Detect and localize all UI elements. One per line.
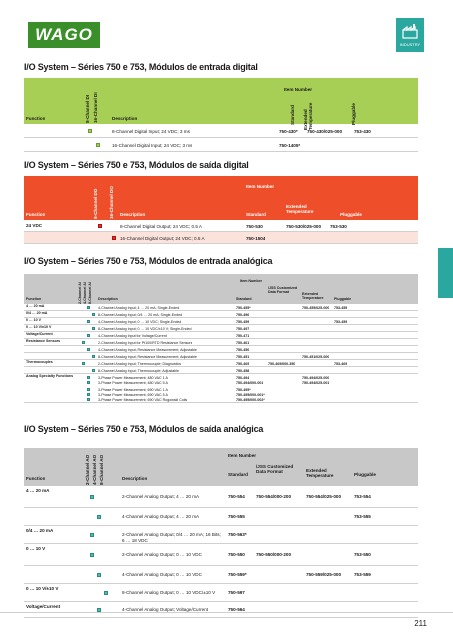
section-title-digital-input: I/O System – Séries 750 e 753, Módulos de entrada digital xyxy=(24,62,258,72)
col-item-number: Item Number xyxy=(240,279,262,283)
row-description: 3-Phase Power Measurement; 480 VAC 5 A xyxy=(98,380,168,385)
table-header xyxy=(24,274,418,304)
row-standard: 750-496 xyxy=(236,312,250,317)
row-standard: 750-459 xyxy=(236,319,250,324)
row-description: 4-Channel Analog Output; Voltage/Current xyxy=(122,607,209,612)
availability-marker xyxy=(92,355,95,358)
row-description: 8-Channel Digital Output; 24 VDC; 0.5 A xyxy=(120,224,202,229)
row-function: 0 … 10 V xyxy=(26,546,46,551)
availability-marker xyxy=(98,224,102,228)
row-function: 4 … 20 mA xyxy=(26,304,45,308)
table-row xyxy=(24,396,418,403)
table-row xyxy=(24,339,418,346)
analog-output-rows xyxy=(24,486,418,618)
table-row xyxy=(24,353,418,360)
availability-marker xyxy=(87,306,90,309)
row-function: Analog Specialty Functions xyxy=(26,374,74,378)
col-extended: Extended Temperature xyxy=(303,102,313,130)
row-function: 0 … 10 V/±10 V xyxy=(26,325,52,329)
col-jss: /JSS Customized Data Format xyxy=(256,464,294,474)
table-row xyxy=(24,304,418,311)
availability-marker xyxy=(90,533,94,537)
row-description: 4-Channel Analog Input; 4 … 20 mA; Single-Ended xyxy=(98,305,180,310)
row-standard: 750-495* xyxy=(236,387,251,392)
col-standard: Standard xyxy=(236,297,252,301)
table-row xyxy=(24,360,418,367)
col-description: Description xyxy=(98,297,118,301)
col-16ch: 16-Channel DI xyxy=(93,92,98,123)
availability-marker xyxy=(87,348,90,351)
table-row xyxy=(24,508,418,526)
table-header xyxy=(24,78,418,130)
row-function: Voltage/Current xyxy=(26,604,61,609)
analog-output-table xyxy=(24,448,418,618)
row-description: 4-Channel Analog Input; 0 … 10 VDC; Single-Ended xyxy=(98,319,182,324)
availability-marker xyxy=(92,327,95,330)
industry-badge xyxy=(396,18,424,52)
row-standard: 750-430* xyxy=(279,129,298,134)
table-row xyxy=(24,486,418,508)
row-description: 16-Channel Digital Output; 24 VDC; 0.5 A xyxy=(120,236,205,241)
availability-marker xyxy=(87,334,90,337)
row-standard: 750-471 xyxy=(236,333,250,338)
row-pluggable: 753-530 xyxy=(330,224,347,229)
row-standard: 750-455* xyxy=(236,305,251,310)
row-description: 3-Phase Power Measurement; 690 VAC 5 A xyxy=(98,392,168,397)
col-standard: Standard xyxy=(246,212,266,217)
section-title-analog-output: I/O System – Séries 750 e 753, Módulos de saída analógica xyxy=(24,424,264,434)
row-description: 8-Channel Digital Input; 24 VDC; 3 ms xyxy=(112,129,190,134)
row-function: 0/4 … 20 mA xyxy=(26,311,48,315)
table-row xyxy=(24,220,418,232)
row-pluggable: 753-455 xyxy=(334,305,348,310)
row-standard: 750-555 xyxy=(228,514,245,519)
row-description: 8-Channel Analog Input; 0 … 10 VDC/±10 V; Single-Ended xyxy=(98,326,192,331)
availability-marker xyxy=(97,515,101,519)
row-description: 2-Channel Analog Output; 0/4 … 20 mA; 16 Bits; 6 … 18 VDC xyxy=(122,532,221,543)
col-item-number: Item Number xyxy=(228,453,257,458)
row-extended: 750-451/025-000 xyxy=(302,354,330,359)
row-standard: 750-494/000-001 xyxy=(236,380,264,385)
col-item-number: Item Number xyxy=(246,184,275,189)
availability-marker xyxy=(87,381,90,384)
row-standard: 750-469 xyxy=(236,361,250,366)
row-extended: 750-494/025-000 xyxy=(302,375,330,380)
col-8ch: 8-Channel DI xyxy=(85,94,90,123)
industry-label: INDUSTRY xyxy=(399,42,421,47)
row-function: 4 … 20 mA xyxy=(26,488,50,493)
col-jss: /JSS Customized Data Format xyxy=(268,286,298,294)
analog-input-rows xyxy=(24,304,418,403)
col-2ch: 2-Channel AI xyxy=(78,282,82,304)
col-4ch: 4-Channel AO xyxy=(92,454,97,485)
row-pluggable: 753-555 xyxy=(354,514,371,519)
row-description: 2-Channel Analog Input for Pt100/RTD Resistance Sensors xyxy=(98,340,193,345)
availability-marker xyxy=(90,553,94,557)
row-function: Voltage/Current xyxy=(26,332,53,336)
availability-marker xyxy=(97,573,101,577)
row-jss: 750-469/000-350 xyxy=(268,361,296,366)
factory-icon xyxy=(401,22,419,40)
col-function: Function xyxy=(26,212,46,217)
col-extended: Extended Temperature xyxy=(286,204,314,214)
row-extended: 750-430/025-000 xyxy=(307,129,342,134)
availability-marker xyxy=(87,398,90,401)
row-description: 3-Phase Power Measurement; 690 VAC 1 A xyxy=(98,387,168,392)
row-function: 0/4 … 20 mA xyxy=(26,528,54,533)
col-8ch: 8-Channel AI xyxy=(88,282,92,304)
availability-marker xyxy=(104,591,108,595)
col-function: Function xyxy=(26,476,46,481)
col-item-number: Item Number xyxy=(284,87,313,92)
row-description: 4-Channel Analog Output; 0 … 10 VDC xyxy=(122,572,202,577)
row-standard: 750-450 xyxy=(236,347,250,352)
row-description: 2-Channel Analog Output; 4 … 20 mA xyxy=(122,494,200,499)
col-2ch: 2-Channel AO xyxy=(85,454,90,485)
row-standard: 750-1504 xyxy=(246,236,266,241)
page-header xyxy=(0,0,453,60)
availability-marker xyxy=(88,129,92,133)
table-row xyxy=(24,311,418,318)
col-pluggable: Pluggable xyxy=(351,103,356,125)
row-extended: 750-530/025-000 xyxy=(286,224,321,229)
availability-marker xyxy=(82,362,85,365)
table-row xyxy=(24,544,418,566)
col-pluggable: Pluggable xyxy=(340,212,362,217)
availability-marker xyxy=(82,341,85,344)
row-standard: 750-495/000-001* xyxy=(236,392,265,397)
row-description: 3-Phase Power Measurement; 690 VAC Rogowski Coils xyxy=(98,397,188,402)
table-row xyxy=(24,124,418,138)
row-standard: 750-530 xyxy=(246,224,263,229)
availability-marker xyxy=(92,313,95,316)
row-description: 3-Phase Power Measurement; 480 VAC 1 A xyxy=(98,375,168,380)
side-tab xyxy=(438,248,453,298)
row-standard: 750-1405* xyxy=(279,143,301,148)
table-row xyxy=(24,232,418,244)
row-pluggable: 753-469 xyxy=(334,361,348,366)
wago-logo: WAGO xyxy=(28,22,100,48)
row-description: 4-Channel Analog Output; 4 … 20 mA xyxy=(122,514,200,519)
table-row xyxy=(24,318,418,325)
availability-marker xyxy=(90,495,94,499)
col-pluggable: Pluggable xyxy=(354,472,376,477)
row-function: 0 … 10 V xyxy=(26,318,41,322)
row-description: 2-Channel Analog Output; 0 … 10 VDC xyxy=(122,552,202,557)
row-standard: 750-597 xyxy=(228,590,245,595)
row-standard: 750-554 xyxy=(228,494,245,499)
row-description: 8-Channel Analog Input; 0/4 … 20 mA; Single-Ended xyxy=(98,312,183,317)
row-standard: 750-494 xyxy=(236,375,250,380)
row-standard: 750-495/000-002* xyxy=(236,397,265,402)
row-extended: 750-455/025-000 xyxy=(302,305,330,310)
row-pluggable: 753-459 xyxy=(334,319,348,324)
table-header xyxy=(24,448,418,486)
row-extended: 750-494/025-001 xyxy=(302,380,330,385)
row-standard: 750-458 xyxy=(236,368,250,373)
availability-marker xyxy=(112,236,116,240)
row-jss: 750-550/000-200 xyxy=(256,552,291,557)
availability-marker xyxy=(96,143,100,147)
col-extended: Extended Temperature xyxy=(306,468,334,478)
col-8ch: 8-Channel DO xyxy=(93,188,98,219)
row-pluggable: 753-430 xyxy=(354,129,371,134)
row-standard: 750-564 xyxy=(228,607,245,612)
col-8ch: 8-Channel AO xyxy=(99,454,104,485)
row-standard: 750-563* xyxy=(228,532,247,537)
col-description: Description xyxy=(122,476,148,481)
footer-rule xyxy=(0,612,453,613)
row-function: 24 VDC xyxy=(26,223,43,228)
page-number: 211 xyxy=(414,619,427,628)
row-description: 8-Channel Analog Input; Resistance Measurement; Adjustable xyxy=(98,354,197,359)
table-row xyxy=(24,526,418,544)
section-title-analog-input: I/O System – Séries 750 e 753, Módulos de entrada analógica xyxy=(24,256,273,266)
col-description: Description xyxy=(120,212,146,217)
col-standard: Standard xyxy=(228,472,248,477)
availability-marker xyxy=(92,369,95,372)
row-pluggable: 753-559 xyxy=(354,572,371,577)
table-row xyxy=(24,332,418,339)
table-row xyxy=(24,325,418,332)
table-row xyxy=(24,602,418,618)
table-row xyxy=(24,138,418,152)
row-standard: 750-451 xyxy=(236,354,250,359)
table-row xyxy=(24,584,418,602)
table-row xyxy=(24,346,418,353)
row-function: Thermocouples xyxy=(26,360,53,364)
col-16ch: 16-Channel DO xyxy=(109,186,114,219)
col-function: Function xyxy=(26,297,42,301)
col-description: Description xyxy=(112,116,138,121)
row-standard: 750-461 xyxy=(236,340,250,345)
digital-input-table xyxy=(24,78,418,152)
row-jss: 750-554/000-200 xyxy=(256,494,291,499)
row-standard: 750-550 xyxy=(228,552,245,557)
row-extended: 750-559/025-000 xyxy=(306,572,341,577)
col-function: Function xyxy=(26,116,46,121)
digital-output-table xyxy=(24,176,418,244)
row-description: 2-Channel Analog Input; Thermocouple; Diagnostics xyxy=(98,361,182,366)
row-function: 0 … 10 V/±10 V xyxy=(26,586,59,591)
section-title-digital-output: I/O System – Séries 750 e 753, Módulos de saída digital xyxy=(24,160,249,170)
col-pluggable: Pluggable xyxy=(334,297,352,301)
row-function: Resistance Sensors xyxy=(26,339,61,343)
row-extended: 750-554/025-000 xyxy=(306,494,341,499)
col-4ch: 4-Channel AI xyxy=(83,282,87,304)
row-pluggable: 753-550 xyxy=(354,552,371,557)
col-extended: Extended Temperature xyxy=(302,292,324,300)
row-pluggable: 753-554 xyxy=(354,494,371,499)
row-description: 4-Channel Analog Input for Voltage/Current xyxy=(98,333,167,338)
table-row xyxy=(24,379,418,386)
table-row xyxy=(24,367,418,374)
row-description: 8-Channel Analog Input; Thermocouple; Adjustable xyxy=(98,368,180,373)
table-row xyxy=(24,566,418,584)
table-header xyxy=(24,176,418,220)
analog-input-table xyxy=(24,274,418,403)
availability-marker xyxy=(87,320,90,323)
col-standard: Standard xyxy=(290,105,295,125)
row-description: 4-Channel Analog Input; Resistance Measurement; Adjustable xyxy=(98,347,197,352)
row-standard: 750-559* xyxy=(228,572,247,577)
row-standard: 750-497 xyxy=(236,326,250,331)
row-description: 16-Channel Digital Input; 24 VDC; 3 ms xyxy=(112,143,193,148)
row-description: 8-Channel Analog Output; 0 … 10 VDC/±10 V xyxy=(122,590,216,595)
